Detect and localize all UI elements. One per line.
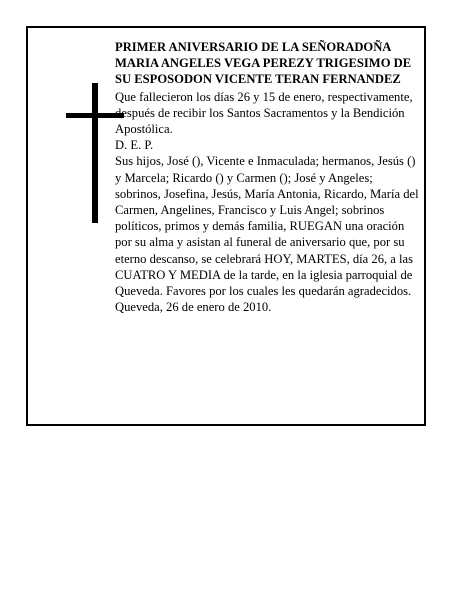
cross-vertical-bar	[92, 83, 98, 223]
notice-paragraph-death-dates: Que fallecieron los días 26 y 15 de enero, respectivamente,	[115, 89, 413, 104]
notice-paragraph-sacraments: después de recibir los Santos Sacramentos y la Bendición Apostólica.	[115, 105, 405, 137]
notice-paragraph-rip: D. E. P.	[115, 138, 154, 153]
notice-paragraph-place-date: Queveda, 26 de enero de 2010.	[115, 300, 272, 315]
notice-headline: PRIMER ANIVERSARIO DE LA SEÑORADOÑA MARIA ANGELES VEGA PEREZY TRIGESIMO DE SU ESPOSODON VICENTE TERAN FERNANDEZ	[115, 40, 412, 87]
notice-text	[115, 39, 421, 315]
notice-paragraph-family: Sus hijos, José (), Vicente e Inmaculada; hermanos, Jesús () y Marcela; Ricardo () y Carmen (); José y Angeles; sobrinos, Josefina, Jesús, María Antonia, Ricardo, María del Carmen, Angelines, Francisco y Luis Angel; sobrinos políticos, primos y demás familia, RUEGAN una oración por su alma y asistan al funeral de aniversario que, por su eterno descanso, se celebrará HOY, MARTES, día 26, a las CUATRO Y MEDIA de la tarde, en la iglesia parroquial de Queveda. Favores por los cuales les quedarán agradecidos.	[115, 154, 419, 299]
